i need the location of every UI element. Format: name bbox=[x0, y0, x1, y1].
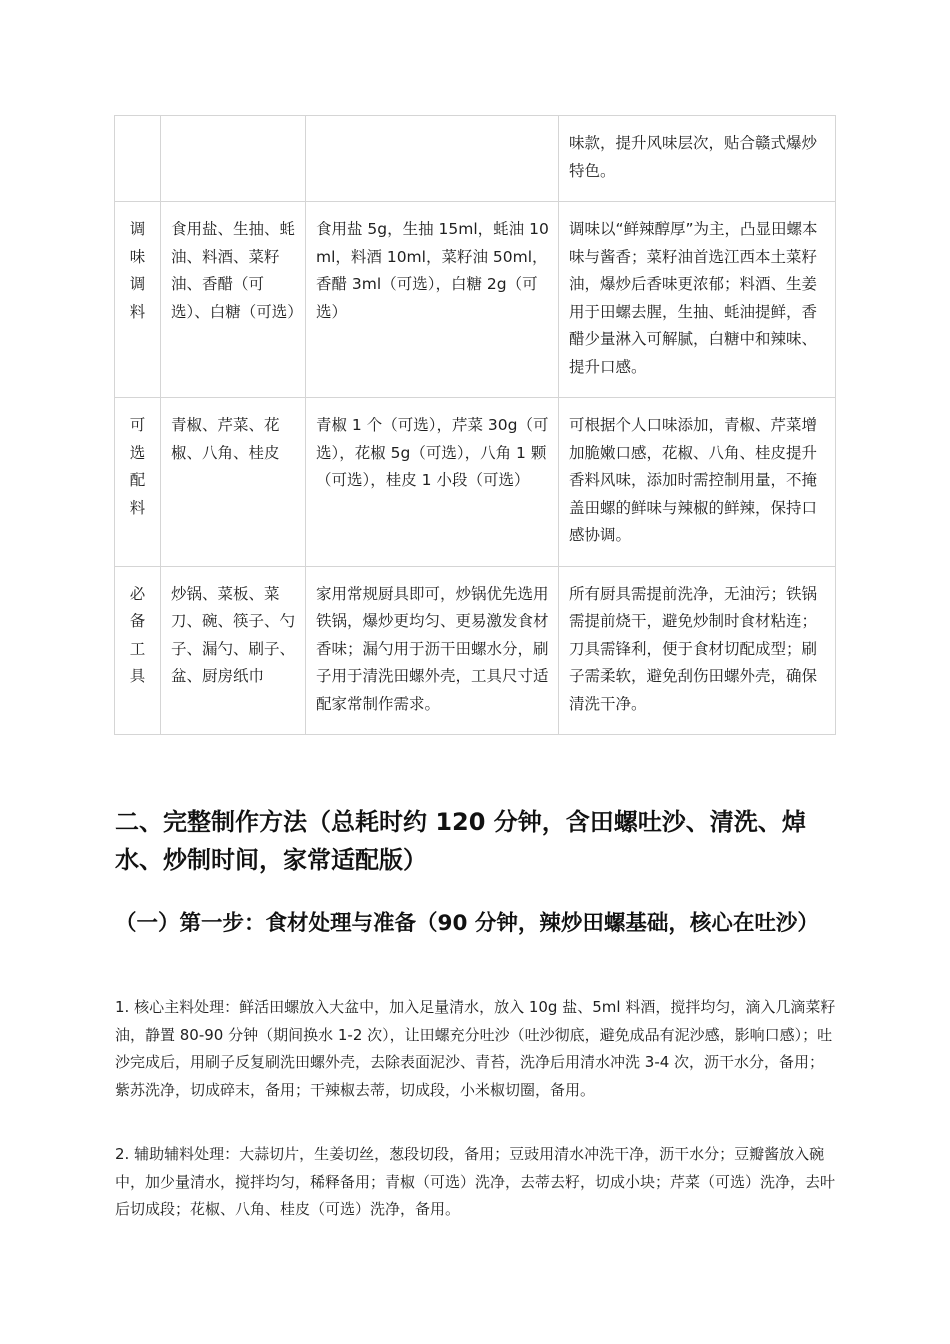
table-cell-items-empty bbox=[161, 116, 306, 202]
table-cell-category: 必备工具 bbox=[115, 566, 161, 735]
table-row-optional bbox=[115, 398, 836, 567]
step-paragraph-auxiliary-ingredients: 2. 辅助辅料处理：大蒜切片，生姜切丝，葱段切段，备用；豆豉用清水冲洗干净，沥干水分；豆瓣酱放入碗中，加少量清水，搅拌均匀，稀释备用；青椒（可选）洗净，去蒂去籽，切成小块；芹菜（可选）洗净，去叶后切成段；花椒、八角、桂皮（可选）洗净，备用。 bbox=[115, 1145, 836, 1218]
subsection-heading: （一）第一步：食材处理与准备（90 分钟，辣炒田螺基础，核心在吐沙） bbox=[115, 911, 819, 936]
table-row-seasonings bbox=[115, 202, 836, 398]
table-cell-category: 调味调料 bbox=[115, 202, 161, 398]
section-heading: 二、完整制作方法（总耗时约 120 分钟，含田螺吐沙、清洗、焯水、炒制时间，家常适配版） bbox=[115, 808, 806, 874]
table-cell-note: 味款，提升风味层次，贴合赣式爆炒特色。 bbox=[559, 116, 836, 202]
table-row-continued bbox=[115, 116, 836, 202]
table-cell-note: 所有厨具需提前洗净，无油污；铁锅需提前烧干，避免炒制时食材粘连；刀具需锋利，便于食材切配成型；刷子需柔软，避免刮伤田螺外壳，确保清洗干净。 bbox=[559, 566, 836, 735]
table-cell-note: 调味以“鲜辣醇厚”为主，凸显田螺本味与酱香；菜籽油首选江西本土菜籽油，爆炒后香味更浓郁；料酒、生姜用于田螺去腥，生抽、蚝油提鲜，香醋少量淋入可解腻，白糖中和辣味、提升口感。 bbox=[559, 202, 836, 398]
table-cell-category: 可选配料 bbox=[115, 398, 161, 567]
ingredients-table bbox=[114, 115, 836, 735]
table-cell-category-empty bbox=[115, 116, 161, 202]
table-cell-amount: 食用盐 5g，生抽 15ml，蚝油 10ml，料酒 10ml，菜籽油 50ml，香醋 3ml（可选），白糖 2g（可选） bbox=[306, 202, 559, 398]
table-cell-items: 食用盐、生抽、蚝油、料酒、菜籽油、香醋（可选）、白糖（可选） bbox=[161, 202, 306, 398]
table-cell-items: 炒锅、菜板、菜刀、碗、筷子、勺子、漏勺、刷子、盆、厨房纸巾 bbox=[161, 566, 306, 735]
table-cell-amount: 青椒 1 个（可选），芹菜 30g（可选），花椒 5g（可选），八角 1 颗（可选），桂皮 1 小段（可选） bbox=[306, 398, 559, 567]
table-cell-amount: 家用常规厨具即可，炒锅优先选用铁锅，爆炒更均匀、更易激发食材香味；漏勺用于沥干田螺水分，刷子用于清洗田螺外壳，工具尺寸适配家常制作需求。 bbox=[306, 566, 559, 735]
table-cell-amount-empty bbox=[306, 116, 559, 202]
table-cell-note: 可根据个人口味添加，青椒、芹菜增加脆嫩口感，花椒、八角、桂皮提升香料风味，添加时需控制用量，不掩盖田螺的鲜味与辣椒的鲜辣，保持口感协调。 bbox=[559, 398, 836, 567]
step-paragraph-main-ingredients: 1. 核心主料处理：鲜活田螺放入大盆中，加入足量清水，放入 10g 盐、5ml 料酒，搅拌均匀，滴入几滴菜籽油，静置 80-90 分钟（期间换水 1-2 次），让田螺充分吐沙（吐沙彻底，避免成品有泥沙感，影响口感）；吐沙完成后，用刷子反复刷洗田螺外壳，去除表面泥沙、青苔，洗净后用清水冲洗 3-4 次，沥干水分，备用；紫苏洗净，切成碎末，备用；干辣椒去蒂，切成段，小米椒切圈，备用。 bbox=[115, 998, 836, 1099]
table-cell-items: 青椒、芹菜、花椒、八角、桂皮 bbox=[161, 398, 306, 567]
table-row-tools bbox=[115, 566, 836, 735]
